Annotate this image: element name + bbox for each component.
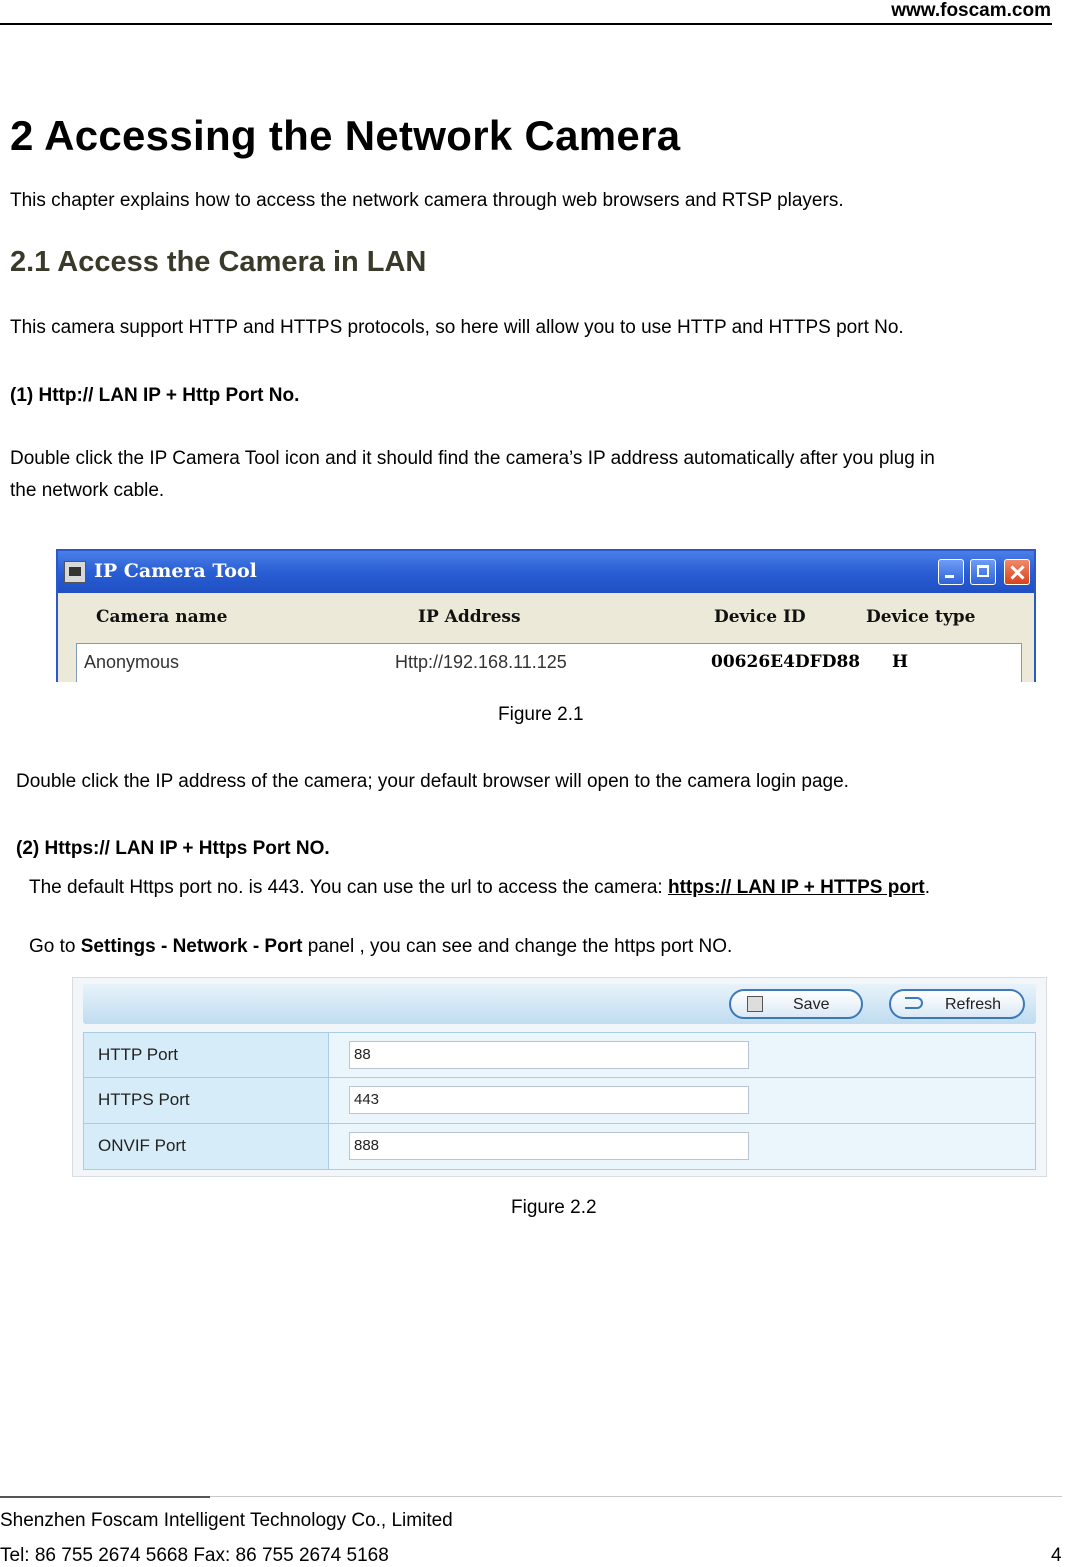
- chapter-title: 2 Accessing the Network Camera: [10, 112, 681, 159]
- https-port-input[interactable]: 443: [349, 1086, 749, 1114]
- header-rule: [0, 23, 1052, 25]
- step2-line1-prefix: The default Https port no. is 443. You can use the url to access the camera:: [29, 877, 668, 898]
- save-icon: [747, 996, 763, 1012]
- window-titlebar: [58, 551, 1034, 593]
- step1-text-line1: Double click the IP Camera Tool icon and it should find the camera’s IP address automatically after you plug in: [10, 448, 935, 469]
- column-header-device-type[interactable]: Device type: [866, 607, 976, 627]
- http-port-label: HTTP Port: [84, 1033, 329, 1077]
- port-rows: [83, 1032, 1036, 1170]
- ip-camera-tool-window: [56, 549, 1036, 682]
- https-url-link[interactable]: https:// LAN IP + HTTPS port: [668, 877, 925, 898]
- column-header-device-id[interactable]: Device ID: [714, 607, 806, 627]
- onvif-port-input[interactable]: 888: [349, 1132, 749, 1160]
- section-intro: This camera support HTTP and HTTPS protocols, so here will allow you to use HTTP and HTTPS port No.: [10, 317, 904, 338]
- port-settings-panel: [72, 977, 1047, 1177]
- device-type-cell[interactable]: H: [892, 652, 909, 672]
- step2-line2: [29, 932, 732, 962]
- chapter-intro: This chapter explains how to access the network camera through web browsers and RTSP players.: [10, 190, 844, 211]
- figure2-caption: Figure 2.2: [511, 1197, 597, 1218]
- page-number: 4: [1051, 1545, 1062, 1566]
- close-icon[interactable]: [1004, 559, 1030, 585]
- column-header-camera-name[interactable]: Camera name: [96, 607, 228, 627]
- device-id-cell[interactable]: 00626E4DFD88: [711, 652, 861, 672]
- save-button[interactable]: [729, 989, 863, 1019]
- footer-rule-accent: [0, 1496, 210, 1498]
- onvif-port-row: [83, 1124, 1036, 1170]
- minimize-icon[interactable]: [938, 559, 964, 585]
- step1-heading: (1) Http:// LAN IP + Http Port No.: [10, 385, 300, 406]
- step2-line2-prefix: Go to: [29, 936, 81, 957]
- window-title: IP Camera Tool: [94, 560, 257, 582]
- refresh-button[interactable]: [889, 989, 1025, 1019]
- onvif-port-label: ONVIF Port: [84, 1124, 329, 1169]
- step2-heading: (2) Https:// LAN IP + Https Port NO.: [16, 838, 330, 859]
- after-figure1-text: Double click the IP address of the camera; your default browser will open to the camera login page.: [16, 771, 849, 792]
- column-header-ip-address[interactable]: IP Address: [418, 607, 521, 627]
- ip-address-cell[interactable]: Http://192.168.11.125: [395, 652, 567, 672]
- port-toolbar: [83, 984, 1036, 1024]
- save-button-label: Save: [793, 996, 830, 1013]
- step2-line1-suffix: .: [924, 877, 930, 898]
- step2-line2-suffix: panel , you can see and change the https port NO.: [302, 936, 733, 957]
- camera-name-cell[interactable]: Anonymous: [84, 652, 180, 672]
- https-port-label: HTTPS Port: [84, 1078, 329, 1123]
- refresh-button-label: Refresh: [945, 996, 1002, 1013]
- https-port-row: [83, 1078, 1036, 1124]
- site-url: www.foscam.com: [891, 0, 1051, 21]
- http-port-input[interactable]: 88: [349, 1041, 749, 1069]
- camera-list: [76, 643, 1022, 682]
- section-title: 2.1 Access the Camera in LAN: [10, 246, 427, 278]
- step2-line1: [29, 873, 930, 903]
- footer-company: Shenzhen Foscam Intelligent Technology Co., Limited: [0, 1510, 453, 1531]
- figure1-caption: Figure 2.1: [498, 704, 584, 725]
- app-icon: [64, 561, 86, 583]
- refresh-icon: [905, 997, 923, 1009]
- maximize-icon[interactable]: [970, 559, 996, 585]
- footer-contact: Tel: 86 755 2674 5668 Fax: 86 755 2674 5168: [0, 1545, 389, 1566]
- http-port-row: [83, 1032, 1036, 1078]
- settings-path: Settings - Network - Port: [80, 936, 303, 957]
- step1-text-line2: the network cable.: [10, 480, 165, 501]
